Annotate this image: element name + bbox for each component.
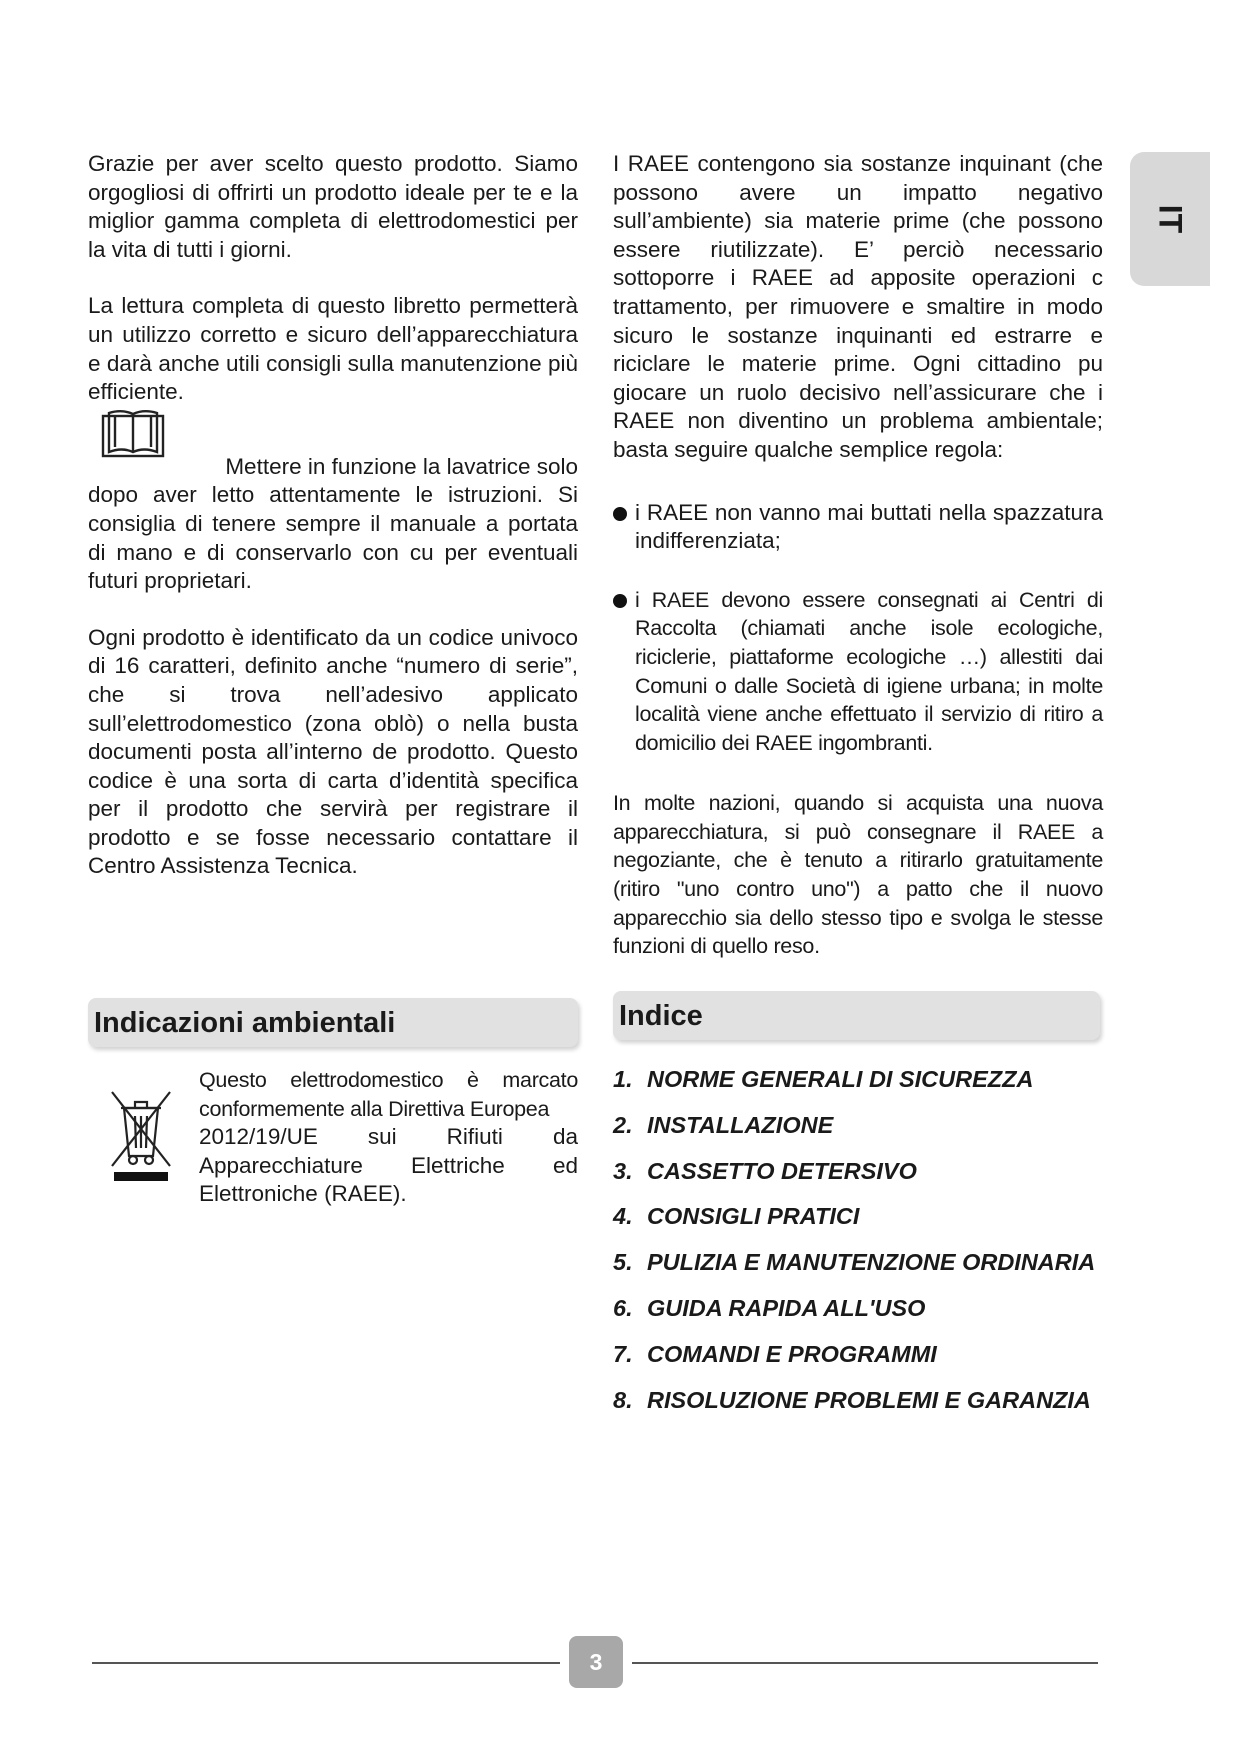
open-book-icon [100,407,166,459]
toc-item-number: 1. [613,1066,633,1092]
manual-notice-first-line: Mettere in funzione la lavatrice solo [225,453,578,479]
intro-paragraph-2: La lettura completa di questo libretto permetterà un utilizzo corretto e sicuro dell’apparecchiatura e darà anche utili consigli sulla manutenzione più efficiente. [88,293,578,405]
toc-item[interactable] [613,1203,1113,1249]
bullet-dot-icon [613,594,627,608]
env-section-header [88,998,578,1047]
toc-item-label: NORME GENERALI DI SICUREZZA [647,1066,1034,1092]
toc-item-number: 4. [613,1203,633,1230]
weee-notice-line1: Questo elettrodomestico è marcato conformemente alla Direttiva Europea [199,1068,578,1121]
toc-item-number: 6. [613,1294,633,1321]
page-number: 3 [569,1636,623,1688]
toc-item-label: PULIZIA E MANUTENZIONE ORDINARIA [647,1249,1096,1276]
closing-paragraph: In molte nazioni, quando si acquista una nuova apparecchiatura, si può consegnare il RAEE a negoziante, che è tenuto a ritirarlo gratuitamente (ritiro "uno contro uno") a patto che il nuovo apparecchio sia dello stesso tipo e svolga le stesse funzioni di quello reso. [613,791,1103,959]
toc-item[interactable] [613,1387,1113,1433]
footer-divider-right [632,1662,1098,1664]
raee-bullet-item [613,499,1103,556]
manual-notice [88,453,578,596]
toc-item[interactable] [613,1295,1113,1341]
toc-item[interactable] [613,1158,1113,1204]
raee-paragraph: I RAEE contengono sia sostanze inquinant (che possono avere un impatto negativo sull’ambiente) sia materie prime (che possono essere riutilizzate). E’ perciò necessario sottoporre i RAEE ad apposite operazioni c trattamento, per rimuovere e smaltire in modo sicuro le sostanze inquinanti ed estrarre e riciclare le materie prime. Ogni cittadino pu giocare un ruolo decisivo nell’assicurare che i RAEE non diventino un problema ambientale; basta seguire qualche semplice regola: [613,151,1103,462]
toc-item-label: GUIDA RAPIDA ALL'USO [647,1294,926,1321]
env-section-title: Indicazioni ambientali [94,1007,396,1039]
weee-notice-line2: 2012/19/UE sui Rifiuti da Apparecchiature Elettriche ed Elettroniche (RAEE). [199,1124,578,1207]
intro-paragraph-1: Grazie per aver scelto questo prodotto. Siamo orgogliosi di offrirti un prodotto ideale per te e la miglior gamma completa di elettrodomestici per la vita di tutti i giorni. [88,151,578,262]
index-section-title: Indice [619,1000,703,1032]
toc-item-number: 3. [613,1157,633,1184]
toc-item-number: 5. [613,1249,633,1276]
manual-notice-text: dopo aver letto attentamente le istruzioni. Si consiglia di tenere sempre il manuale a portata di mano e di conservarlo con cu per eventuali futuri proprietari. [88,482,578,594]
toc-item-label: COMANDI E PROGRAMMI [647,1340,937,1367]
right-column [613,150,1103,961]
toc-item-label: CONSIGLI PRATICI [647,1203,860,1230]
toc-item[interactable] [613,1112,1113,1158]
weee-notice [199,1066,578,1209]
toc-item-label: RISOLUZIONE PROBLEMI E GARANZIA [647,1386,1091,1413]
serial-number-paragraph: Ogni prodotto è identificato da un codice univoco di 16 caratteri, definito anche “numero di serie”, che si trova nell’adesivo applicato sull’elettrodomestico (zona oblò) o nella busta documenti posta all’interno de prodotto. Questo codice è una sorta di carta d’identità specifica per il prodotto che servirà per registrare il prodotto e se fosse necessario contattare il Centro Assistenza Tecnica. [88,624,578,879]
toc-item[interactable] [613,1066,1113,1112]
toc-item-label: INSTALLAZIONE [647,1111,834,1138]
toc-item-number: 2. [613,1111,633,1138]
toc-item-label: CASSETTO DETERSIVO [647,1157,917,1184]
language-tab-label: IT [1152,204,1189,234]
left-column [88,150,578,881]
footer-divider-left [92,1662,560,1664]
raee-bullet-item [613,586,1103,758]
toc-item-number: 8. [613,1386,633,1413]
table-of-contents [613,1066,1113,1432]
toc-item-number: 7. [613,1340,633,1367]
raee-bullet-text: i RAEE devono essere consegnati ai Centri di Raccolta (chiamati anche isole ecologiche, riciclerie, piattaforme ecologiche …) allestiti dai Comuni o dalle Società di igiene urbana; in molte località viene anche effettuato il servizio di ritiro a domicilio dei RAEE ingombranti. [635,587,1103,755]
index-section-header [613,991,1100,1040]
toc-item[interactable] [613,1341,1113,1387]
bullet-dot-icon [613,507,627,521]
language-tab [1130,152,1210,286]
crossed-bin-icon [108,1086,174,1182]
toc-item[interactable] [613,1249,1113,1295]
raee-bullet-text: i RAEE non vanno mai buttati nella spazzatura indifferenziata; [635,499,1103,554]
